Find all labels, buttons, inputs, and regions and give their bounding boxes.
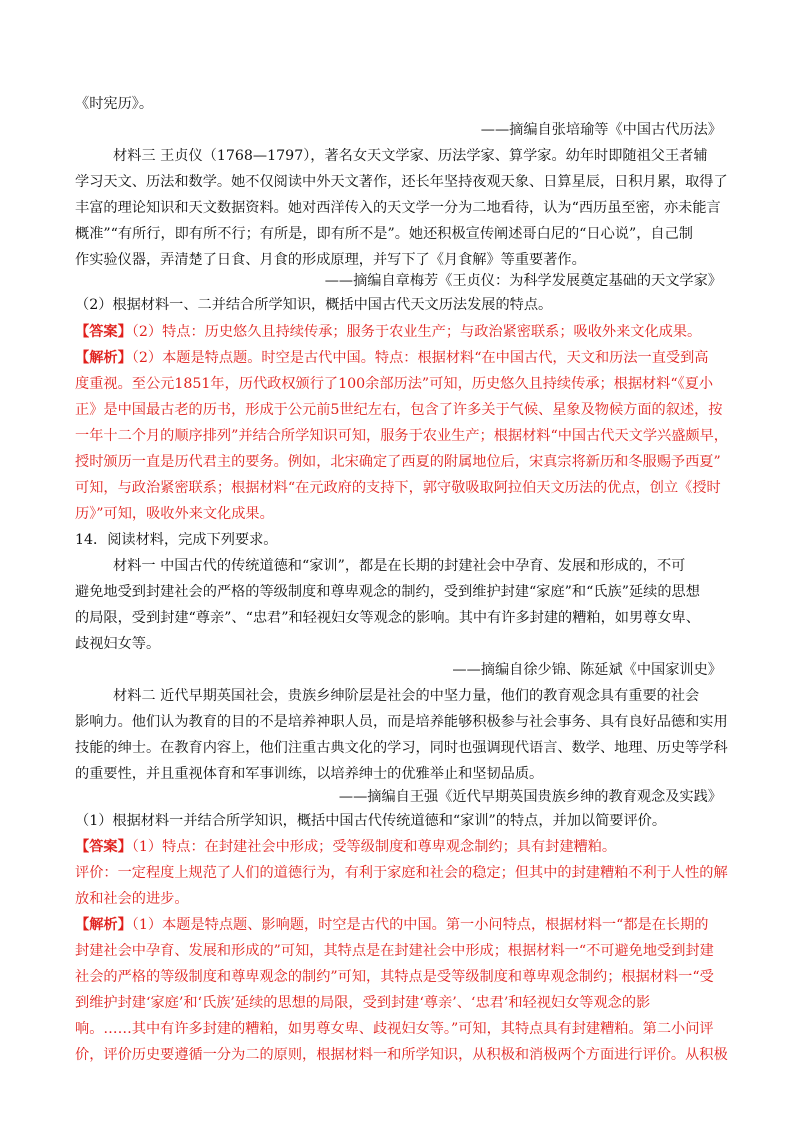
- text-line: 学习天文、历法和数学。她不仅阅读中外天文著作，还长年坚持夜观天象、日算星辰，日积月累，取得了: [75, 174, 728, 190]
- answer-text: （1）特点：在封建社会中形成；受等级制度和尊卑观念制约；具有封建糟粕。: [131, 839, 617, 855]
- citation: ——摘编自王强《近代早期英国贵族乡绅的教育观念及实践》: [338, 789, 722, 805]
- analysis-text: 社会的严格的等级制度和尊卑观念的制约”可知，其特点是受等级制度和尊卑观念制约；根据材料一“受: [75, 969, 714, 985]
- analysis-text: 历》”可知，吸收外来文化成果。: [75, 506, 274, 522]
- text-line: 避免地受到封建社会的严格的等级制度和尊卑观念的制约，受到维护封建“家庭”和“氏族”延续的思想: [75, 584, 700, 600]
- text-line: 的局限，受到封建“尊亲”、“忠君”和轻视妇女等观念的影响。其中有许多封建的糟粕，如男尊女卑、: [75, 610, 700, 626]
- answer-tag: 【答案】: [75, 839, 132, 855]
- analysis-tag: 【解析】: [75, 350, 132, 366]
- analysis-text: （2）本题是特点题。时空是古代中国。特点：根据材料“在中国古代，天文和历法一直受到高: [131, 350, 709, 366]
- answer-line: [75, 322, 701, 342]
- analysis-text: 授时颁历一直是历代君主的要务。例如，北宋确定了西夏的附属地位后，宋真宗将新历和冬服赐予西夏”: [75, 454, 721, 470]
- analysis-text: 到维护封建‘家庭’和‘氏族’延续的思想的局限，受到封建‘尊亲’、‘忠君’和轻视妇女等观念的影: [75, 995, 651, 1011]
- text-line: 歧视妇女等。: [75, 636, 161, 652]
- answer-tag: 【答案】: [75, 324, 132, 340]
- text-line: 影响力。他们认为教育的目的不是培养神职人员，而是培养能够积极参与社会事务、具有良好品德和实用: [75, 714, 728, 730]
- text-line: 丰富的理论知识和天文数据资料。她对西洋传入的天文学一分为二地看待，认为“西历虽至密，亦未能言: [75, 200, 721, 216]
- analysis-line: [75, 915, 708, 935]
- answer-text: 评价：一定程度上规范了人们的道德行为，有利于家庭和社会的稳定；但其中的封建糟粕不利于人性的解: [75, 865, 728, 881]
- text-line: 技能的绅士。在教育内容上，他们注重古典文化的学习，同时也强调现代语言、数学、地理、历史等学科: [75, 740, 728, 756]
- question-number: 14．阅读材料，完成下列要求。: [75, 532, 278, 548]
- question: （1）根据材料一并结合所学知识，概括中国古代传统道德和“家训”的特点，并加以简要评价。: [75, 813, 667, 829]
- answer-text: （2）特点：历史悠久且持续传承；服务于农业生产；与政治紧密联系；吸收外来文化成果。: [131, 324, 702, 340]
- analysis-text: 可知，与政治紧密联系；根据材料“在元政府的支持下，郭守敬吸取阿拉伯天文历法的优点，创立《授时: [75, 480, 721, 496]
- analysis-text: 度重视。至公元1851年，历代政权颁行了100余部历法”可知，历史悠久且持续传承；根据材料“《夏小: [75, 376, 714, 392]
- analysis-text: 正》是中国最古老的历书，形成于公元前5世纪左右，包含了许多关于气候、星象及物候方面的叙述，按: [75, 402, 723, 418]
- material-three: 材料三 王贞仪（1768—1797），著名女天文学家、历法学家、算学家。幼年时即随祖父王者辅: [113, 148, 708, 164]
- answer-line: [75, 837, 616, 857]
- analysis-tag: 【解析】: [75, 917, 132, 933]
- analysis-text: 一年十二个月的顺序排列”并结合所学知识可知，服务于农业生产；根据材料“中国古代天文学兴盛颇早，: [75, 428, 728, 444]
- citation: ——摘编自章梅芳《王贞仪：为科学发展奠定基础的天文学家》: [324, 273, 722, 289]
- citation: ——摘编自张培瑜等《中国古代历法》: [480, 122, 722, 138]
- material-one: 材料一 中国古代的传统道德和“家训”，都是在长期的封建社会中孕育、发展和形成的，不可: [113, 558, 686, 574]
- citation: ——摘编自徐少锦、陈延斌《中国家训史》: [452, 662, 722, 678]
- text-line: 的重要性，并且重视体育和军事训练，以培养绅士的优雅举止和坚韧品质。: [75, 766, 544, 782]
- material-two: 材料二 近代早期英国社会，贵族乡绅阶层是社会的中坚力量，他们的教育观念具有重要的社会: [113, 688, 700, 704]
- text-line: 《时宪历》。: [75, 96, 154, 112]
- analysis-text: 响。……其中有许多封建的糟粕，如男尊女卑、歧视妇女等。”可知，其特点具有封建糟粕。第二小问评: [75, 1021, 714, 1037]
- analysis-text: （1）本题是特点题、影响题，时空是古代的中国。第一小问特点，根据材料一“都是在长期的: [131, 917, 709, 933]
- answer-text: 放和社会的进步。: [75, 891, 189, 907]
- analysis-text: 封建社会中孕育、发展和形成的”可知，其特点是在封建社会中形成；根据材料一“不可避免地受到封建: [75, 943, 714, 959]
- text-line: 概准”“有所行，即有所不行；有所是，即有所不是”。她还积极宣传阐述哥白尼的“日心说”，自己制: [75, 226, 693, 242]
- analysis-text: 价，评价历史要遵循一分为二的原则，根据材料一和所学知识，从积极和消极两个方面进行评价。从积极: [75, 1047, 728, 1063]
- analysis-line: [75, 348, 708, 368]
- question: （2）根据材料一、二并结合所学知识，概括中国古代天文历法发展的特点。: [75, 297, 553, 313]
- text-line: 作实验仪器，弄清楚了日食、月食的形成原理，并写下了《月食解》等重要著作。: [75, 252, 586, 268]
